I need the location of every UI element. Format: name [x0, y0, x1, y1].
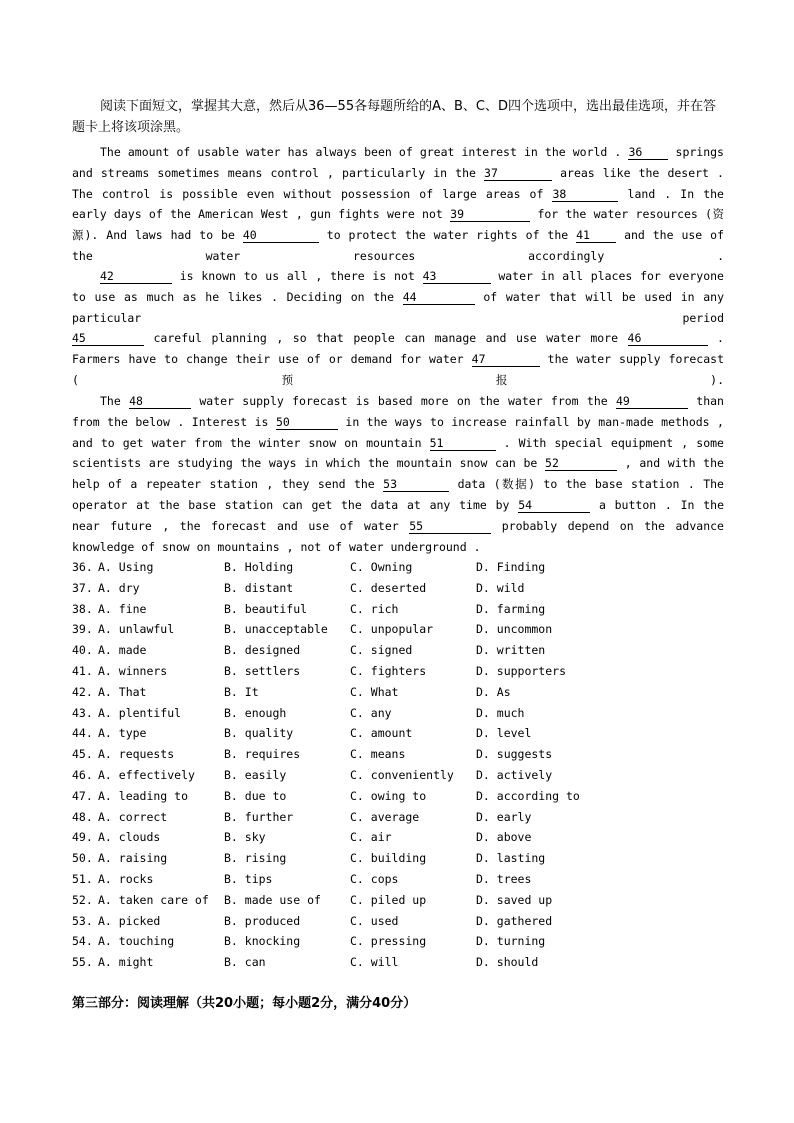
option-c: C. average — [350, 809, 420, 824]
option-b: B. can — [224, 955, 266, 970]
blank-44: 44 — [403, 290, 475, 305]
passage-text: land . In the early days of the American West , gun fights were not — [72, 186, 724, 222]
question-number: 37. — [72, 580, 93, 595]
option-b: B. unacceptable — [224, 622, 328, 637]
passage-text: in the ways to increase rainfall by man-made methods , and to get water from the winter snow on mountain — [72, 414, 724, 450]
option-b: B. It — [224, 684, 259, 699]
question-number: 47. — [72, 788, 93, 803]
passage-text: areas like the desert . The control is possible even without possession of large areas of — [72, 165, 724, 201]
option-d: D. wild — [476, 580, 525, 595]
option-a: A. dry — [98, 580, 140, 595]
option-c: C. building — [350, 851, 427, 866]
question-number: 53. — [72, 913, 93, 928]
passage-text: data (数据) to the base station . The operator at the base station can get the data at any time by — [72, 477, 724, 512]
option-d: D. trees — [476, 871, 532, 886]
option-c: C. deserted — [350, 580, 427, 595]
question-number: 39. — [72, 622, 93, 637]
blank-53: 53 — [383, 477, 449, 492]
option-b: B. Holding — [224, 560, 294, 574]
question-number: 49. — [72, 830, 93, 845]
blank-39: 39 — [450, 207, 530, 222]
option-d: D. saved up — [476, 892, 553, 907]
option-d: D. lasting — [476, 851, 546, 866]
option-b: B. knocking — [224, 934, 301, 949]
blank-48: 48 — [129, 394, 191, 409]
option-a: A. unlawful — [98, 622, 175, 637]
option-d: D. farming — [476, 601, 546, 616]
option-c: C. means — [350, 747, 406, 762]
passage-text: than from the below . Interest is — [72, 394, 724, 429]
option-c: C. owing to — [350, 788, 427, 803]
question-number: 51. — [72, 871, 93, 886]
blank-47: 47 — [472, 352, 540, 367]
option-b: B. enough — [224, 705, 287, 720]
option-a: A. clouds — [98, 830, 161, 845]
question-number: 46. — [72, 767, 93, 782]
option-a: A. made — [98, 643, 147, 658]
option-d: D. Finding — [476, 560, 546, 574]
passage-paragraph-1 — [72, 142, 724, 267]
question-number: 42. — [72, 684, 93, 699]
passage-text: water in all places for everyone to use as much as he likes . Deciding on the — [72, 269, 724, 304]
option-a: A. plentiful — [98, 705, 182, 720]
blank-43: 43 — [423, 269, 491, 284]
option-a: A. Using — [98, 560, 154, 574]
blank-37: 37 — [484, 166, 552, 181]
option-a: A. taken care of — [98, 892, 209, 907]
option-c: C. cops — [350, 871, 399, 886]
passage-text: the water supply forecast (预报). — [72, 352, 724, 387]
option-d: D. supporters — [476, 663, 567, 678]
passage-text: and the use of the water resources accordingly . — [72, 228, 724, 263]
option-d: D. should — [476, 955, 539, 970]
blank-38: 38 — [552, 187, 618, 202]
passage-text: . With special equipment , some scientists are studying the ways in which the mountain snow can be — [72, 435, 724, 471]
option-c: C. signed — [350, 643, 413, 658]
blank-52: 52 — [545, 456, 617, 471]
passage-text: is known to us all , there is not — [179, 269, 415, 283]
option-c: C. unpopular — [350, 622, 434, 637]
option-a: A. picked — [98, 913, 161, 928]
question-number: 36. — [72, 560, 93, 574]
question-number: 48. — [72, 809, 93, 824]
option-c: C. any — [350, 705, 392, 720]
option-a: A. fine — [98, 601, 147, 616]
option-c: C. Owning — [350, 560, 413, 574]
question-number: 50. — [72, 851, 93, 866]
option-d: D. much — [476, 705, 525, 720]
option-b: B. made use of — [224, 892, 321, 907]
passage-text: The — [100, 394, 121, 408]
option-d: D. above — [476, 830, 532, 845]
question-number: 45. — [72, 747, 93, 762]
option-b: B. tips — [224, 871, 273, 886]
option-a: A. effectively — [98, 767, 195, 782]
option-b: B. produced — [224, 913, 301, 928]
option-b: B. further — [224, 809, 294, 824]
option-d: D. early — [476, 809, 532, 824]
option-b: B. beautiful — [224, 601, 308, 616]
option-d: D. As — [476, 684, 511, 699]
option-c: C. What — [350, 684, 399, 699]
option-b: B. quality — [224, 726, 294, 741]
blank-49: 49 — [616, 394, 688, 409]
option-c: C. conveniently — [350, 767, 454, 782]
option-a: A. That — [98, 684, 147, 699]
option-a: A. type — [98, 726, 147, 741]
option-d: D. actively — [476, 767, 553, 782]
blank-51: 51 — [430, 436, 496, 451]
passage-paragraph-2 — [72, 266, 724, 391]
blank-55: 55 — [409, 519, 491, 534]
blank-41: 41 — [576, 228, 616, 243]
blank-45: 45 — [72, 331, 144, 346]
option-a: A. requests — [98, 747, 175, 762]
question-number: 40. — [72, 643, 93, 658]
option-d: D. gathered — [476, 913, 553, 928]
blank-40: 40 — [243, 228, 319, 243]
blank-54: 54 — [518, 498, 590, 513]
option-b: B. easily — [224, 767, 287, 782]
question-number: 52. — [72, 892, 93, 907]
question-number: 43. — [72, 705, 93, 720]
passage-text: for the water resources (资源). And laws had to be — [72, 207, 724, 243]
question-number: 41. — [72, 663, 93, 678]
question-number: 38. — [72, 601, 93, 616]
passage-text: , and with the help of a repeater station , they send the — [72, 456, 724, 492]
passage-text: The amount of usable water has always been of great interest in the world . — [100, 145, 622, 159]
option-c: C. air — [350, 830, 392, 845]
passage-text: probably depend on the advance knowledge of snow on mountains , not of water underground . — [72, 518, 724, 554]
option-b: B. sky — [224, 830, 266, 845]
option-c: C. piled up — [350, 892, 427, 907]
option-d: D. uncommon — [476, 622, 553, 637]
blank-36: 36 — [628, 145, 668, 160]
option-d: D. written — [476, 643, 546, 658]
option-a: A. touching — [98, 934, 175, 949]
instructions: 阅读下面短文，掌握其大意，然后从36—55各每题所给的A、B、C、D四个选项中，选出最佳选项，并在答题卡上将该项涂黑。 — [72, 99, 716, 135]
option-c: C. used — [350, 913, 399, 928]
option-a: A. raising — [98, 851, 168, 866]
passage-text: water supply forecast is based more on the water from the — [199, 394, 608, 408]
passage-paragraph-3 — [72, 391, 724, 557]
question-number: 54. — [72, 934, 93, 949]
option-c: C. fighters — [350, 663, 427, 678]
passage-text: careful planning , so that people can manage and use water more — [153, 331, 619, 346]
passage-text: to protect the water rights of the — [326, 228, 569, 243]
option-d: D. level — [476, 726, 532, 741]
option-a: A. rocks — [98, 871, 154, 886]
passage-text: a button . In the near future , the forecast and use of water — [72, 497, 724, 533]
option-a: A. correct — [98, 809, 168, 824]
option-d: D. suggests — [476, 747, 553, 762]
option-a: A. leading to — [98, 788, 189, 803]
option-c: C. will — [350, 955, 399, 970]
section-title: 第三部分：阅读理解（共20小题；每小题2分，满分40分） — [72, 996, 417, 1011]
blank-46: 46 — [628, 331, 708, 346]
option-b: B. requires — [224, 747, 301, 762]
option-b: B. rising — [224, 851, 287, 866]
option-b: B. settlers — [224, 663, 301, 678]
option-d: D. according to — [476, 788, 580, 803]
passage-text: of water that will be used in any particular period — [72, 289, 724, 325]
option-a: A. might — [98, 955, 154, 970]
option-a: A. winners — [98, 663, 168, 678]
option-c: C. amount — [350, 726, 413, 741]
option-b: B. due to — [224, 788, 287, 803]
question-number: 55. — [72, 955, 93, 970]
blank-50: 50 — [276, 415, 338, 430]
question-number: 44. — [72, 726, 93, 741]
option-b: B. designed — [224, 643, 301, 658]
passage-text: . Farmers have to change their use of or demand for water — [72, 331, 724, 367]
passage-text: springs and streams sometimes means control , particularly in the — [72, 145, 724, 180]
option-c: C. rich — [350, 601, 399, 616]
option-d: D. turning — [476, 934, 546, 949]
blank-42: 42 — [100, 269, 172, 284]
option-b: B. distant — [224, 580, 294, 595]
option-c: C. pressing — [350, 934, 427, 949]
